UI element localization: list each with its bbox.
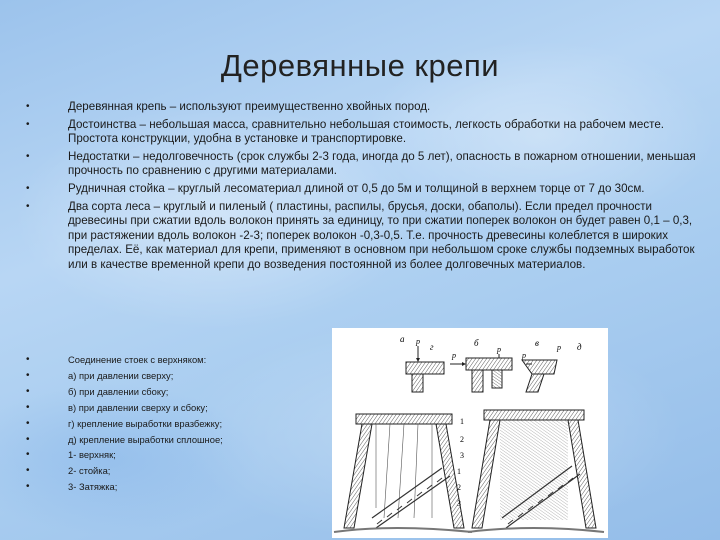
- legend-item: [26, 384, 326, 400]
- bullet-item: [26, 182, 696, 197]
- frame-g-drawing: [334, 414, 472, 532]
- part-label: 2: [457, 483, 461, 492]
- legend-text: 2- стойка;: [68, 465, 111, 477]
- legend-text: в) при давлении сверху и сбоку;: [68, 401, 208, 413]
- bullet-icon: •: [26, 433, 30, 445]
- figure-label: д: [577, 342, 582, 352]
- part-label: 3: [460, 451, 464, 460]
- bullet-text: Деревянная крепь – используют преимущественно хвойных пород.: [68, 100, 431, 113]
- pressure-label: р: [497, 345, 501, 354]
- legend-item: [26, 432, 326, 448]
- part-label: 2: [460, 435, 464, 444]
- bullet-icon: •: [26, 200, 30, 212]
- part-label: 3: [457, 499, 461, 508]
- bullet-item: [26, 118, 696, 147]
- joint-b-icon: [450, 345, 512, 392]
- bullet-item: [26, 100, 696, 115]
- bullet-icon: •: [26, 385, 30, 397]
- timber-support-figure: [332, 328, 608, 538]
- legend-text: г) крепление выработки вразбежку;: [68, 417, 223, 429]
- bullet-icon: •: [26, 118, 30, 130]
- bullet-icon: •: [26, 101, 30, 112]
- legend-item: [26, 368, 326, 384]
- part-label: 1: [460, 417, 464, 426]
- bullet-item: [26, 150, 696, 179]
- legend-item: [26, 463, 326, 479]
- legend-item: [26, 400, 326, 416]
- bullet-icon: •: [26, 150, 30, 162]
- legend-item: [26, 447, 326, 463]
- figure-label: а: [400, 334, 405, 344]
- legend-item: [26, 352, 326, 368]
- bullet-icon: •: [26, 449, 30, 461]
- bullet-icon: •: [26, 465, 30, 477]
- main-bullet-list: [26, 100, 696, 276]
- bullet-text: Рудничная стойка – круглый лесоматериал длиной от 0,5 до 5м и толщиной в верхнем торце от 7 до 30см.: [68, 181, 645, 195]
- legend-text: 1- верхняк;: [68, 449, 116, 461]
- figure-label: в: [535, 338, 539, 348]
- pressure-label: р: [416, 337, 420, 346]
- figure-label: б: [474, 338, 479, 348]
- legend-item: [26, 479, 326, 495]
- legend-bullet-list: [26, 352, 326, 495]
- figure-label: г: [430, 342, 434, 352]
- legend-text: б) при давлении сбоку;: [68, 385, 169, 397]
- joint-c-icon: [521, 343, 561, 392]
- pressure-label: р: [522, 351, 526, 360]
- bullet-text: Недостатки – недолговечность (срок службы 2-3 года, иногда до 5 лет), опасность в пожарном отношении, меньшая прочность по сравнению с другими материалами.: [68, 149, 696, 178]
- bullet-icon: •: [26, 182, 30, 194]
- slide-title: Деревянные крепи: [220, 48, 500, 83]
- bullet-text: Два сорта леса – круглый и пиленый ( пластины, распилы, брусья, доски, обаполы). Если предел прочности древесины при сжатии вдоль волокон принять за единицу, то при сжатии поперек волокон он будет равен 0,1 – 0,3, при растяжении вдоль волокон -2-3; поперек волокон -0,3-0,5. Т.е. прочность древесины колеблется в широких пределах. Её, как материал для крепи, применяют в основном при небольшом сроке службы подземных выработок или в качестве временной крепи до возведения постоянной из более долговечных материалов.: [68, 199, 695, 271]
- frame-d-drawing: [457, 410, 604, 532]
- legend-text: а) при давлении сверху;: [68, 369, 174, 381]
- bullet-icon: •: [26, 401, 30, 413]
- bullet-icon: •: [26, 481, 30, 493]
- pressure-label: р: [452, 351, 456, 360]
- timber-support-drawing: [332, 328, 608, 538]
- bullet-icon: •: [26, 354, 30, 365]
- part-label: 1: [457, 467, 461, 476]
- bullet-item: [26, 200, 696, 273]
- legend-text: д) крепление выработки сплошное;: [68, 433, 223, 445]
- bullet-icon: •: [26, 369, 30, 381]
- legend-item: [26, 416, 326, 432]
- bullet-text: Достоинства – небольшая масса, сравнительно небольшая стоимость, легкость обработки на рабочем месте. Простота конструкции, удобна в установке и транспортировке.: [68, 117, 664, 146]
- legend-text: Соединение стоек с верхняком:: [68, 354, 207, 365]
- joint-a-icon: [406, 337, 444, 392]
- pressure-label: р: [557, 343, 561, 352]
- legend-text: 3- Затяжка;: [68, 481, 118, 493]
- bullet-icon: •: [26, 417, 30, 429]
